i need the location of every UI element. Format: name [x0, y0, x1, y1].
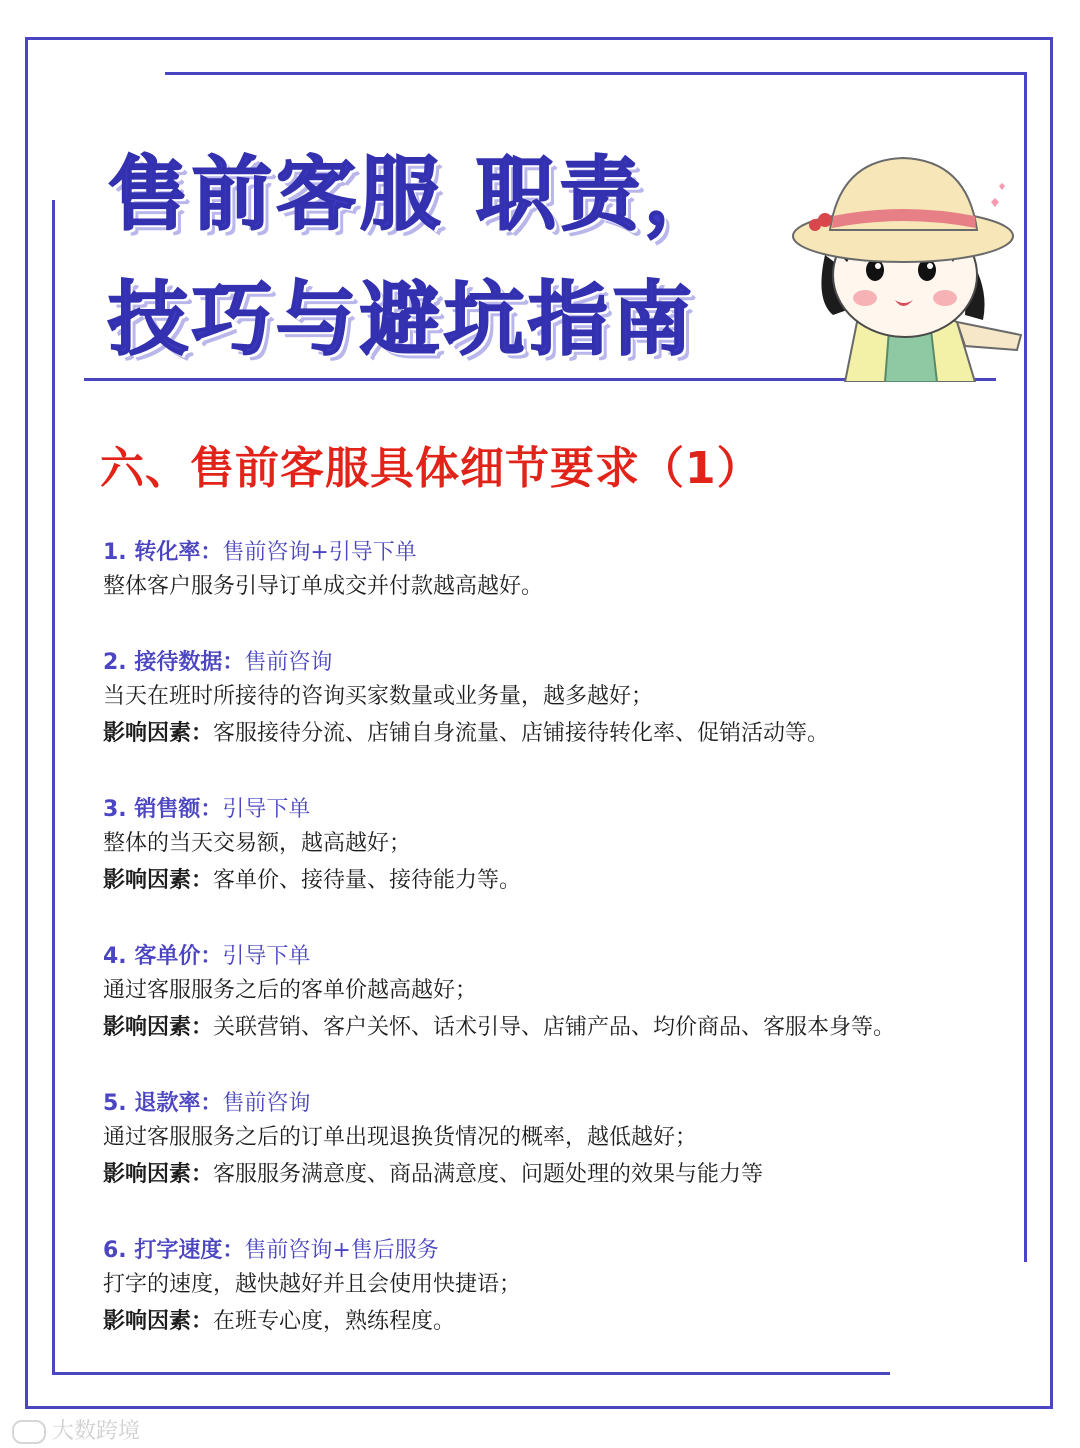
item-factors [103, 1009, 963, 1046]
item-heading [103, 795, 963, 825]
factor-label: 影响因素： [103, 1162, 214, 1187]
factor-text: 关联营销、客户关怀、话术引导、店铺产品、均价商品、客服本身等。 [213, 1015, 896, 1040]
item-description: 整体客户服务引导订单成交并付款越高越好。 [103, 574, 544, 599]
item-description: 打字的速度，越快越好并且会使用快捷语； [103, 1272, 522, 1297]
item-heading-label: 6. 打字速度： [103, 1238, 245, 1263]
item-heading-tag: 售前咨询 [244, 650, 333, 675]
item-heading-label: 2. 接待数据： [103, 650, 245, 675]
watermark [12, 1414, 140, 1445]
frame-top-inner-line [165, 72, 1027, 75]
list-item-6 [103, 1236, 963, 1340]
factor-text: 客单价、接待量、接待能力等。 [213, 868, 522, 893]
section-heading: 六、售前客服具体细节要求（1） [100, 443, 762, 494]
item-heading-tag: 引导下单 [222, 944, 311, 969]
factor-text: 客服服务满意度、商品满意度、问题处理的效果与能力等 [213, 1162, 764, 1187]
item-heading-label: 1. 转化率： [103, 540, 223, 565]
title-line-2: 技巧与避坑指南 [108, 273, 696, 366]
cartoon-girl-illustration [785, 150, 1030, 382]
factor-label: 影响因素： [103, 1309, 214, 1334]
item-heading [103, 1089, 963, 1119]
list-item-3 [103, 795, 963, 899]
frame-left-inner-line [52, 200, 55, 1375]
item-heading [103, 942, 963, 972]
item-description: 当天在班时所接待的咨询买家数量或业务量，越多越好； [103, 684, 654, 709]
factor-text: 客服接待分流、店铺自身流量、店铺接待转化率、促销活动等。 [213, 721, 830, 746]
item-heading-tag: 售前咨询+引导下单 [222, 540, 417, 565]
factor-label: 影响因素： [103, 868, 214, 893]
item-description: 整体的当天交易额，越高越好； [103, 831, 412, 856]
item-description: 通过客服服务之后的订单出现退换货情况的概率，越低越好； [103, 1125, 698, 1150]
watermark-logo-icon [12, 1420, 46, 1444]
item-heading-tag: 引导下单 [222, 797, 311, 822]
factor-label: 影响因素： [103, 1015, 214, 1040]
list-item-5 [103, 1089, 963, 1193]
item-heading [103, 1236, 963, 1266]
factor-label: 影响因素： [103, 721, 214, 746]
frame-bottom-inner-line [52, 1372, 890, 1375]
item-description: 通过客服服务之后的客单价越高越好； [103, 978, 478, 1003]
item-heading-label: 3. 销售额： [103, 797, 223, 822]
item-factors [103, 862, 963, 899]
item-factors [103, 1303, 963, 1340]
item-factors [103, 715, 963, 752]
item-heading-label: 4. 客单价： [103, 944, 223, 969]
item-heading-label: 5. 退款率： [103, 1091, 223, 1116]
factor-text: 在班专心度，熟练程度。 [213, 1309, 456, 1334]
watermark-text: 大数跨境 [52, 1419, 141, 1444]
item-heading [103, 648, 963, 678]
list-item-1 [103, 538, 963, 605]
item-heading-tag: 售前咨询 [222, 1091, 311, 1116]
item-heading-tag: 售前咨询+售后服务 [244, 1238, 439, 1263]
title-line-1: 售前客服 职责， [108, 148, 728, 241]
list-item-4 [103, 942, 963, 1046]
item-heading [103, 538, 963, 568]
item-factors [103, 1156, 963, 1193]
list-item-2 [103, 648, 963, 752]
